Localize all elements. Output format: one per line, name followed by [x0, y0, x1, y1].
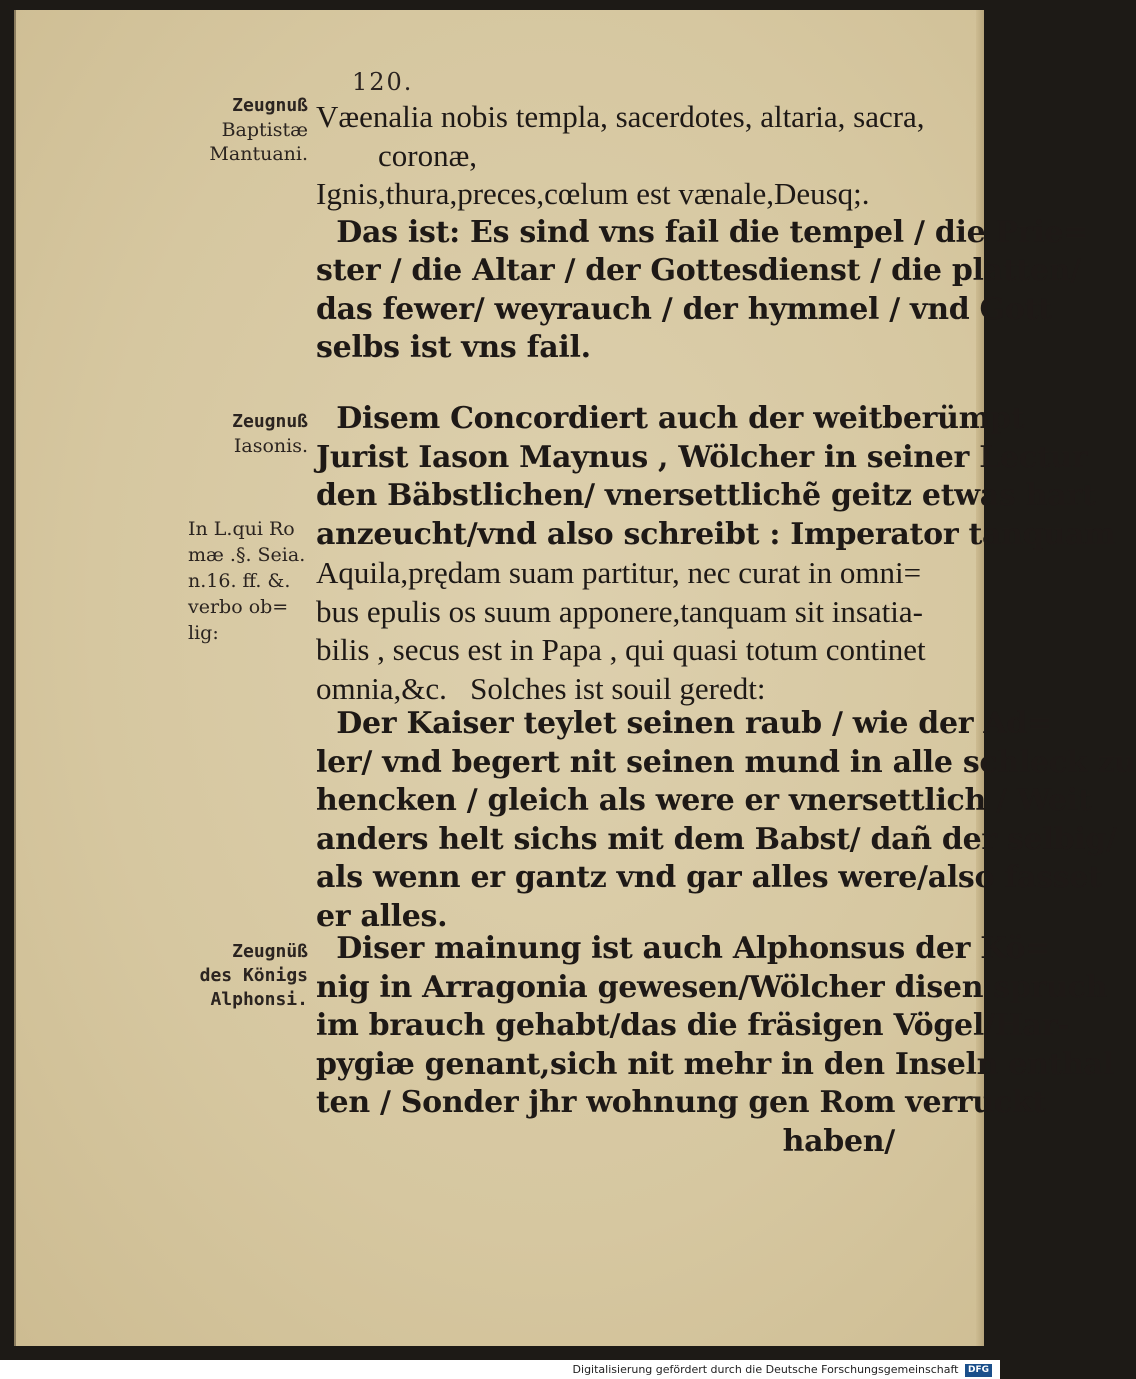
text-line: selbs ist vns fail.: [316, 330, 591, 365]
gloss-line: Iasonis.: [233, 435, 308, 457]
text-line: bilis , secus est in Papa , qui quasi totum continet: [316, 632, 926, 667]
text-line: Disem Concordiert auch der weitberümpt: [316, 401, 1025, 436]
text-line: haben/: [316, 1123, 895, 1159]
gloss-line: Zeugnuß: [232, 411, 308, 432]
text-block-latin-verse: [316, 98, 1088, 368]
dfg-logo-icon: DFG: [965, 1364, 992, 1377]
gloss-line: verbo ob=: [188, 596, 289, 618]
text-line: Ignis,thura,preces,cœlum est vænale,Deusq;.: [316, 176, 870, 211]
text-line: den Bäbstlichen/ vnersettlichẽ geitz etwas hart: [316, 478, 1096, 513]
text-line: Jurist Iason Maynus , Wölcher in seiner Lectur: [316, 439, 1088, 475]
page-number: 120.: [352, 68, 414, 96]
text-line: er alles.: [316, 898, 448, 934]
gloss-line: mæ .§. Seia.: [188, 544, 306, 566]
book-page: [14, 10, 1136, 1346]
text-line: das fewer/ weyrauch / der hymmel / vnd Gott: [316, 291, 1052, 327]
text-line: ster / die Altar / der Gottesdienst / die platten/: [316, 253, 1081, 288]
text-line: als wenn er gantz vnd gar alles were/also fasset: [316, 860, 1102, 895]
text-block-iason: [316, 400, 1115, 708]
footer-credit: Digitalisierung gefördert durch die Deutsche Forschungsgemeinschaft: [572, 1363, 959, 1376]
gloss-line: n.16. ff. &.: [188, 570, 291, 592]
text-line: anzeucht/vnd also schreibt : Imperator tanquam: [316, 516, 1116, 552]
text-block-alphonsus: [316, 930, 1114, 1161]
text-line: Diser mainung ist auch Alphonsus der Kö=: [316, 931, 1050, 966]
text-line: nig in Arragonia gewesen/Wölcher disen spruch: [316, 969, 1108, 1005]
text-line: Das ist: Es sind vns fail die tempel / die Prie=: [316, 214, 1089, 250]
text-line: im brauch gehabt/das die fräsigen Vögel/Har-: [316, 1008, 1070, 1043]
gloss-line: Baptistæ: [221, 119, 308, 141]
gloss-line: Alphonsi.: [210, 989, 308, 1010]
gloss-citation: [188, 516, 312, 646]
gloss-line: lig:: [188, 622, 219, 644]
text-line: bus epulis os suum apponere,tanquam sit insatia-: [316, 593, 923, 629]
text-line: Aquila,prędam suam partitur, nec curat in omni=: [316, 555, 922, 590]
text-block-kaiser: [316, 705, 1136, 936]
gloss-iasonis: [192, 410, 308, 458]
text-line: omnia,&c. Solches ist souil geredt:: [316, 670, 766, 706]
gloss-line: Zeugnuß: [232, 95, 308, 116]
gloss-line: des Königs: [199, 965, 308, 986]
text-line: ler/ vnd begert nit seinen mund in alle schleck zu: [316, 744, 1136, 780]
gloss-line: Zeugnüß: [232, 941, 308, 962]
gloss-line: Mantuani.: [209, 143, 308, 165]
text-line: Der Kaiser teylet seinen raub / wie der Ad=: [316, 706, 1052, 741]
gloss-line: In L.qui Ro: [188, 518, 295, 540]
text-line: coronæ,: [316, 137, 478, 173]
text-line: pygiæ genant,sich nit mehr in den Inseln enthal: [316, 1046, 1114, 1082]
text-line: ten / Sonder jhr wohnung gen Rom verruckt: [316, 1085, 1046, 1120]
gloss-alphonsi: [192, 940, 308, 1012]
text-line: Væenalia nobis templa, sacerdotes, altaria, sacra,: [316, 99, 925, 134]
text-line: hencken / gleich als were er vnersettlich / Weit: [316, 783, 1092, 818]
gloss-mantuani: [192, 94, 308, 166]
text-line: anders helt sichs mit dem Babst/ dañ der selbig/: [316, 821, 1117, 857]
footer-bar: [0, 1360, 1000, 1379]
